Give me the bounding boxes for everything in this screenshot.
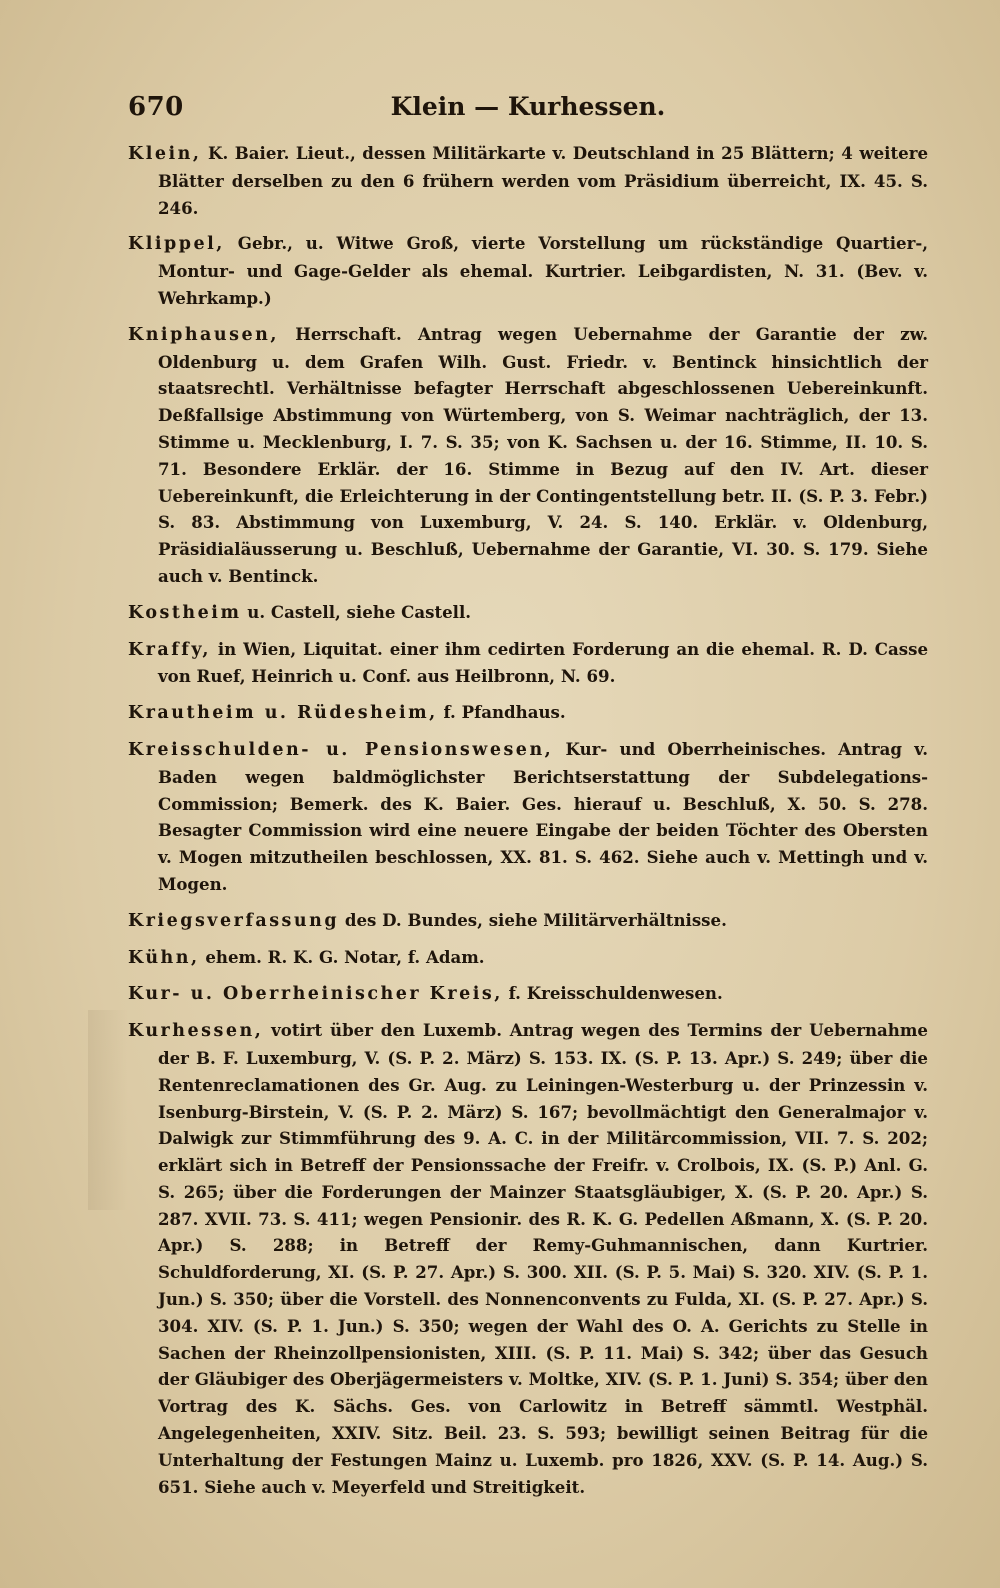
index-entry — [128, 140, 928, 221]
index-entry — [128, 980, 928, 1008]
entry-text: Kur- und Oberrheinisches. Antrag v. Baden wegen baldmöglichster Berichtserstattung der Subdelegations-Commission; Bemerk. des K. Baier. Ges. hierauf u. Beschluß, X. 50. S. 278. Besagter Commission wird eine neuere Eingabe der beiden Töchter des Obersten v. Mogen mitzutheilen beschlossen, XX. 81. S. 462. Siehe auch v. Mettingh und v. Mogen. — [158, 738, 929, 894]
index-entry — [128, 699, 928, 727]
entry-lemma: Kraffy, — [128, 639, 211, 660]
entry-lemma: Krautheim u. Rüdesheim, — [128, 703, 438, 724]
entry-text: Herrschaft. Antrag wegen Uebernahme der Garantie der zw. Oldenburg u. dem Grafen Wilh. Gust. Friedr. v. Bentinck hinsichtlich der staatsrechtl. Verhältnisse befagter Herrschaft abgeschlossenen Uebereinkunft. Deßfallsige Abstimmung von Würtemberg, von S. Weimar nachträglich, der 13. Stimme u. Mecklenburg, I. 7. S. 35; von K. Sachsen u. der 16. Stimme, II. 10. S. 71. Besondere Erklär. der 16. Stimme in Bezug auf den IV. Art. dieser Uebereinkunft, die Erleichterung in der Contingentstellung betr. II. (S. P. 3. Febr.) S. 83. Abstimmung von Luxemburg, V. 24. S. 140. Erklär. v. Oldenburg, Präsidialäusserung u. Beschluß, Uebernahme der Garantie, VI. 30. S. 179. Siehe auch v. Bentinck. — [158, 323, 928, 586]
entry-text: ehem. R. K. G. Notar, f. Adam. — [205, 946, 485, 967]
index-entry — [128, 321, 928, 590]
entry-text: f. Kreisschuldenwesen. — [508, 983, 723, 1004]
index-entry — [128, 636, 928, 691]
entry-lemma: Klippel, — [128, 234, 225, 255]
entry-text: K. Baier. Lieut., dessen Militärkarte v. Deutschland in 25 Blättern; 4 weitere Blätter derselben zu den 6 frühern werden vom Präsidium überreicht, IX. 45. S. 246. — [158, 143, 928, 218]
index-entry — [128, 944, 928, 972]
entry-lemma: Kühn, — [128, 947, 200, 968]
page-shadow — [88, 1010, 128, 1210]
entry-lemma: Kreisschulden- u. Pensionswesen, — [128, 739, 554, 760]
entry-text: Gebr., u. Witwe Groß, vierte Vorstellung um rückständige Quartier-, Montur- und Gage-Gelder als ehemal. Kurtrier. Leibgardisten, N. 31. (Bev. v. Wehrkamp.) — [158, 233, 928, 308]
entry-lemma: Kurhessen, — [128, 1021, 264, 1042]
entry-text: in Wien, Liquitat. einer ihm cedirten Forderung an die ehemal. R. D. Casse von Ruef, Heinrich u. Conf. aus Heilbronn, N. 69. — [158, 638, 928, 687]
entry-lemma: Kostheim — [128, 602, 242, 623]
index-entry — [128, 230, 928, 311]
entry-lemma: Klein, — [128, 144, 202, 164]
index-entry — [128, 599, 928, 627]
entry-text: votirt über den Luxemb. Antrag wegen des Termins der Uebernahme der B. F. Luxemburg, V. (S. P. 2. März) S. 153. IX. (S. P. 13. Apr.) S. 249; über die Rentenreclamationen des Gr. Aug. zu Leiningen-Westerburg u. der Prinzessin v. Isenburg-Birstein, V. (S. P. 2. März) S. 167; bevollmächtigt den Generalmajor v. Dalwigk zur Stimmführung des 9. A. C. in der Militärcommission, VII. 7. S. 202; erklärt sich in Betreff der Pensionssache der Freifr. v. Crolbois, IX. (S. P.) Anl. G. S. 265; über die Forderungen der Mainzer Staatsgläubiger, X. (S. P. 20. Apr.) S. 287. XVII. 73. S. 411; wegen Pensionir. des R. K. G. Pedellen Aßmann, X. (S. P. 20. Apr.) S. 288; in Betreff der Remy-Guhmannischen, dann Kurtrier. Schuldforderung, XI. (S. P. 27. Apr.) S. 300. XII. (S. P. 5. Mai) S. 320. XIV. (S. P. 1. Jun.) S. 350; über die Vorstell. des Nonnenconvents zu Fulda, XI. (S. P. 27. Apr.) S. 304. XIV. (S. P. 1. Jun.) S. 350; wegen der Wahl des O. A. Gerichts zu Stelle in Sachen der Rheinzollpensionisten, XIII. (S. P. 11. Mai) S. 342; über das Gesuch der Gläubiger des Oberjägermeisters v. Moltke, XIV. (S. P. 1. Juni) S. 354; über den Vortrag des K. Sächs. Ges. von Carlowitz in Betreff sämmtl. Westphäl. Angelegenheiten, XXIV. Sitz. Beil. 23. S. 593; bewilligt seinen Beitrag für die Unterhaltung der Festungen Mainz u. Luxemb. pro 1826, XXV. (S. P. 14. Aug.) S. 651. Siehe auch v. Meyerfeld und Streitigkeit. — [158, 1020, 928, 1497]
index-entry — [128, 907, 928, 935]
entry-text: f. Pfandhaus. — [443, 702, 566, 723]
entry-lemma: Kur- u. Oberrheinischer Kreis, — [128, 984, 503, 1005]
entry-lemma: Kniphausen, — [128, 324, 279, 345]
running-title: Klein — Kurhessen. — [390, 92, 666, 121]
index-entry — [128, 1017, 928, 1500]
entry-lemma: Kriegsverfassung — [128, 910, 340, 931]
page-header — [128, 92, 928, 132]
entry-text: des D. Bundes, siehe Militärverhältnisse. — [344, 909, 727, 930]
entry-text: u. Castell, siehe Castell. — [247, 601, 472, 622]
page-number: 670 — [128, 92, 184, 122]
index-entry — [128, 736, 928, 898]
index-entries — [128, 140, 928, 1509]
